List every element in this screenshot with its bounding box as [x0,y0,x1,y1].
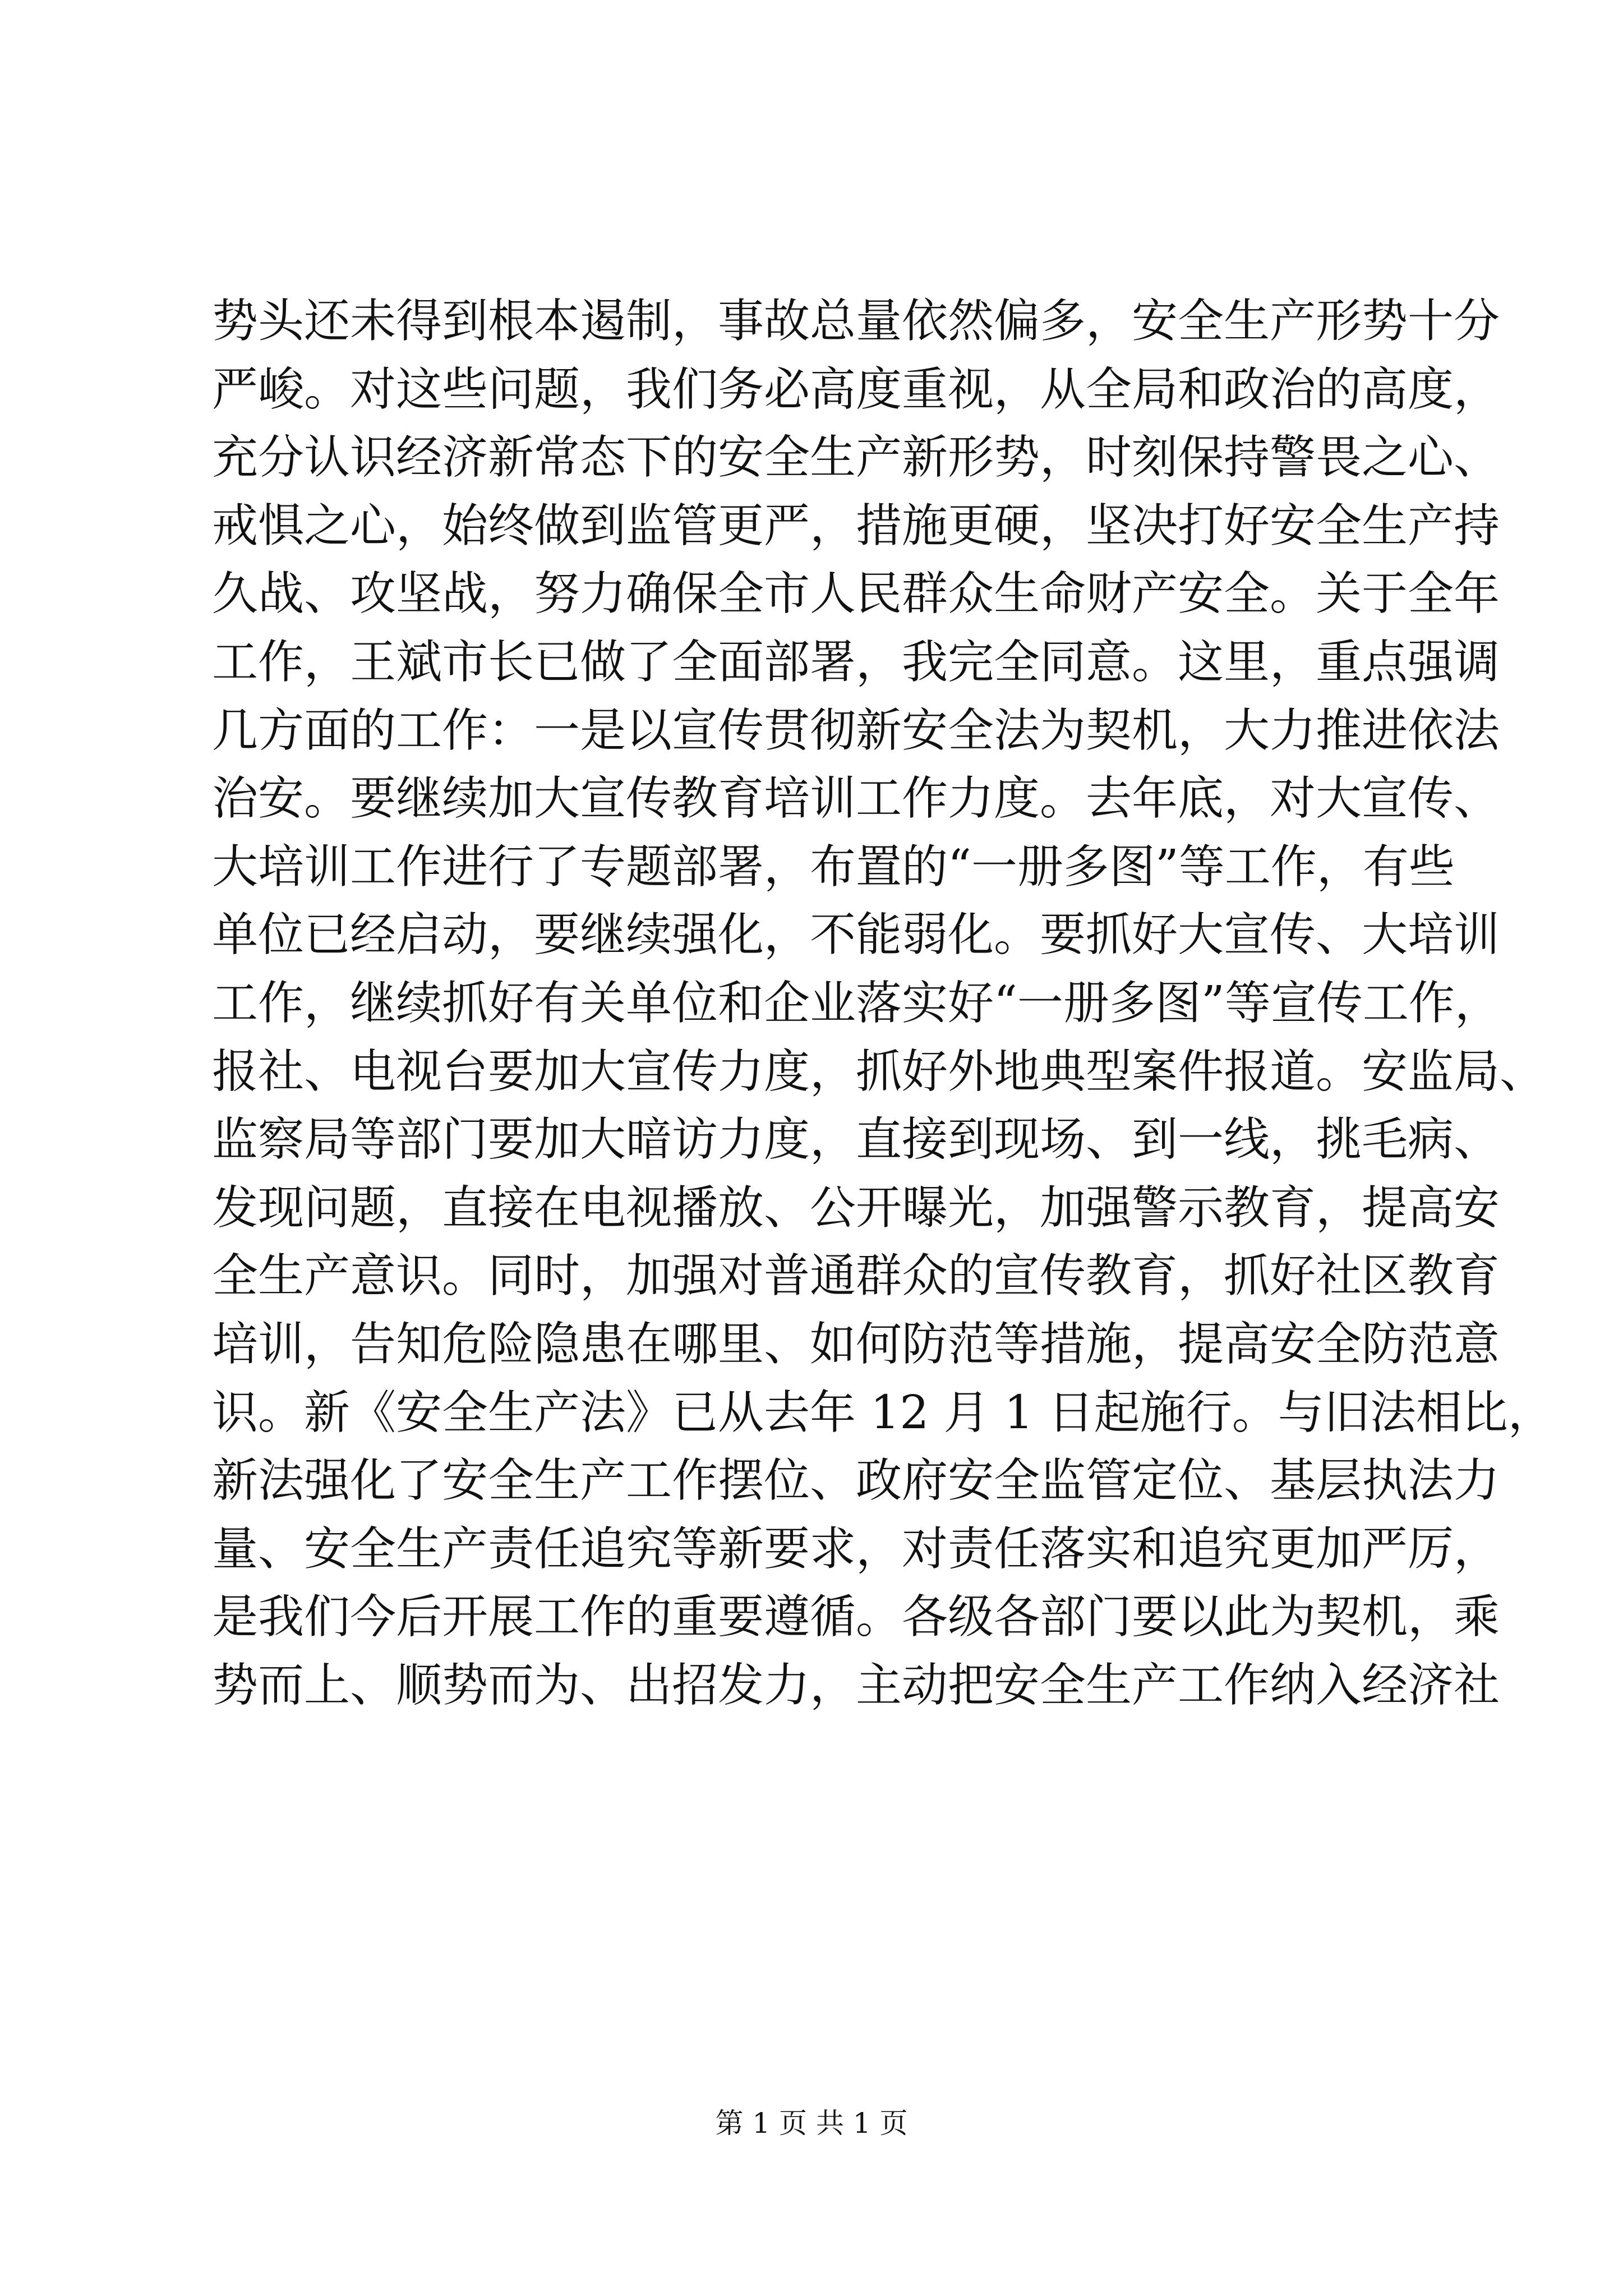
text-line: 势而上、顺势而为、出招发力，主动把安全生产工作纳入经济社 [212,1658,1500,1712]
text-line: 势头还未得到根本遏制，事故总量依然偏多，安全生产形势十分 [212,295,1500,348]
text-line: 全生产意识。同时，加强对普通群众的宣传教育，抓好社区教育 [212,1249,1500,1303]
text-line: 单位已经启动，要继续强化，不能弱化。要抓好大宣传、大培训 [212,908,1500,962]
page-number-footer: 第 1 页 共 1 页 [715,2107,908,2139]
text-line: 量、安全生产责任追究等新要求，对责任落实和追究更加严厉， [212,1522,1500,1576]
text-line: 大培训工作进行了专题部署，布置的“一册多图”等工作，有些 [212,840,1455,894]
text-line: 识。新《安全生产法》已从去年 12 月 1 日起施行。与旧法相比， [212,1386,1554,1439]
text-line: 几方面的工作：一是以宣传贯彻新安全法为契机，大力推进依法 [212,703,1500,757]
body-text [212,287,1554,1719]
text-line: 工作，继续抓好有关单位和企业落实好“一册多图”等宣传工作， [212,976,1501,1030]
text-line: 工作，王斌市长已做了全面部署，我完全同意。这里，重点强调 [212,635,1500,689]
text-line: 是我们今后开展工作的重要遵循。各级各部门要以此为契机，乘 [212,1590,1500,1644]
text-line: 培训，告知危险隐患在哪里、如何防范等措施，提高安全防范意 [212,1317,1500,1371]
text-line: 报社、电视台要加大宣传力度，抓好外地典型案件报道。安监局、 [212,1045,1546,1098]
text-line: 发现问题，直接在电视播放、公开曝光，加强警示教育，提高安 [212,1181,1500,1235]
text-line: 严峻。对这些问题，我们务必高度重视，从全局和政治的高度， [212,362,1500,416]
text-line: 治安。要继续加大宣传教育培训工作力度。去年底，对大宣传、 [212,772,1500,826]
text-line: 新法强化了安全生产工作摆位、政府安全监管定位、基层执法力 [212,1454,1500,1508]
text-line: 充分认识经济新常态下的安全生产新形势，时刻保持警畏之心、 [212,431,1500,485]
text-line: 久战、攻坚战，努力确保全市人民群众生命财产安全。关于全年 [212,567,1500,621]
text-line: 监察局等部门要加大暗访力度，直接到现场、到一线，挑毛病、 [212,1113,1500,1167]
text-line: 戒惧之心，始终做到监管更严，措施更硬，坚决打好安全生产持 [212,499,1500,553]
